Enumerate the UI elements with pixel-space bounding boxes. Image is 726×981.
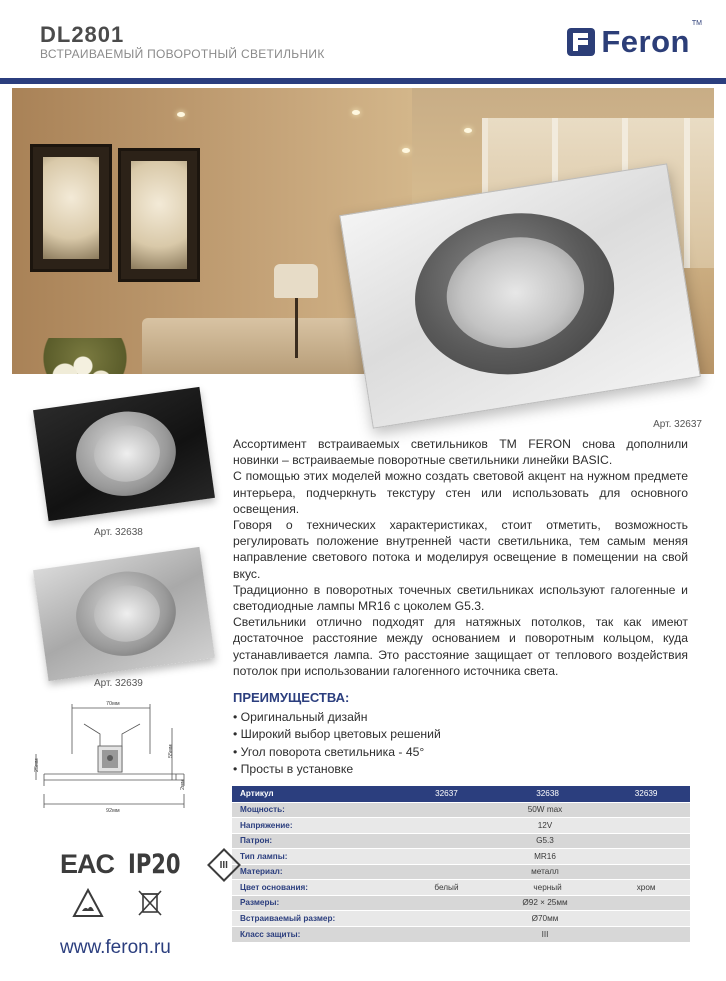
spec-value: хром [602,880,690,896]
spec-value: 50W max [400,802,690,818]
spec-value: III [400,926,690,942]
product-description [233,436,688,679]
spec-row [232,802,690,818]
flowers [38,356,128,374]
description-paragraph: Традиционно в поворотных точечных светильниках используют галогенные и светодиодные лампы MR16 с цоколем G5.3. [233,582,688,614]
spec-value: MR16 [400,849,690,865]
dim-bottom-width: 92мм [106,808,120,814]
article-black: Арт. 32638 [94,527,143,538]
spec-header-row [232,786,690,802]
spec-header-cell: 32639 [602,786,690,802]
spec-label: Размеры: [232,895,400,911]
spec-value: металл [400,864,690,880]
spec-row [232,926,690,942]
description-paragraph: С помощью этих моделей можно создать световой акцент на нужном предмете интерьера, подчеркнуть текстуру стен или использовать для основного освещения. [233,469,688,516]
spec-header-cell: 32638 [493,786,602,802]
ip-rating: IP20 [128,849,181,880]
trademark-mark: TM [691,20,702,27]
spec-table [232,786,690,942]
spec-label: Материал: [232,864,400,880]
dim-height-right: 55мм [168,744,174,758]
spec-label: Напряжение: [232,818,400,834]
spec-label: Патрон: [232,833,400,849]
spec-label: Встраиваемый размер: [232,911,400,927]
fixture-32638-photo [33,387,215,521]
wall-picture [118,148,200,282]
article-chrome: Арт. 32639 [94,678,143,689]
spec-header-cell: 32637 [400,786,493,802]
dim-height-left: 25мм [34,758,40,772]
weee-bin-icon [136,888,164,918]
spec-value: 12V [400,818,690,834]
ceiling-light-icon [464,128,472,133]
dimension-drawing [24,694,220,818]
spec-value: белый [400,880,493,896]
protection-class-icon [207,848,241,882]
floor-lamp [274,264,318,298]
advantages-list [233,709,441,779]
header-divider [0,78,726,84]
advantage-item: • Оригинальный дизайн [233,709,441,726]
flammable-surface-warning-icon [72,888,104,918]
brand-name: Feron [601,24,690,59]
feron-logo-icon [567,28,595,56]
ceiling-light-icon [177,112,185,117]
spec-label: Цвет основания: [232,880,400,896]
spec-label: Тип лампы: [232,849,400,865]
spec-value: Ø70мм [400,911,690,927]
page-header [0,0,726,88]
protection-class-label: III [219,859,229,870]
spec-row [232,818,690,834]
advantages-title: ПРЕИМУЩЕСТВА: [233,690,350,705]
website-link[interactable]: www.feron.ru [60,937,171,958]
article-main: Арт. 32637 [653,419,702,430]
wall-picture [30,144,112,272]
advantage-item: • Просты в установке [233,761,441,778]
advantage-item: • Широкий выбор цветовых решений [233,726,441,743]
description-paragraph: Говоря о технических характеристиках, стоит отметить, возможность регулировать положение внутренней части светильника, тем самым меняя направление светового потока и моделируя освещение в помещении на свой вкус. [233,518,688,581]
spec-row [232,880,690,896]
spec-label: Класс защиты: [232,926,400,942]
dim-height-small: 2мм [180,779,186,790]
warning-icons [72,888,164,918]
spec-value: G5.3 [400,833,690,849]
fixture-32639-photo [33,547,215,681]
spec-row [232,849,690,865]
spec-value: Ø92 × 25мм [400,895,690,911]
description-paragraph: Светильники отлично подходят для натяжных потолков, так как имеют достаточное расстояние между основанием и поворотным кольцом, куда устанавливается лампа. Это расстояние защищает от теплового воздействия потолок при использовании галогенного источника света. [233,615,688,678]
spec-label: Мощность: [232,802,400,818]
spec-row [232,895,690,911]
spec-row [232,833,690,849]
model-subtitle: ВСТРАИВАЕМЫЙ ПОВОРОТНЫЙ СВЕТИЛЬНИК [40,47,325,61]
description-paragraph: Ассортимент встраиваемых светильников ТМ FERON снова дополнили новинки – встраиваемые поворотные светильники линейки BASIC. [233,437,688,468]
advantage-item: • Угол поворота светильника - 45° [233,744,441,761]
spec-value: черный [493,880,602,896]
certification-marks [60,849,236,880]
spec-row [232,864,690,880]
ceiling-light-icon [352,110,360,115]
ceiling-light-icon [402,148,410,153]
brand-logo [567,20,702,60]
model-title: DL2801 [40,22,125,47]
spec-header-cell: Артикул [232,786,400,802]
spec-row [232,911,690,927]
dim-top-width: 70мм [106,701,120,707]
eac-mark: EAC [60,849,115,879]
